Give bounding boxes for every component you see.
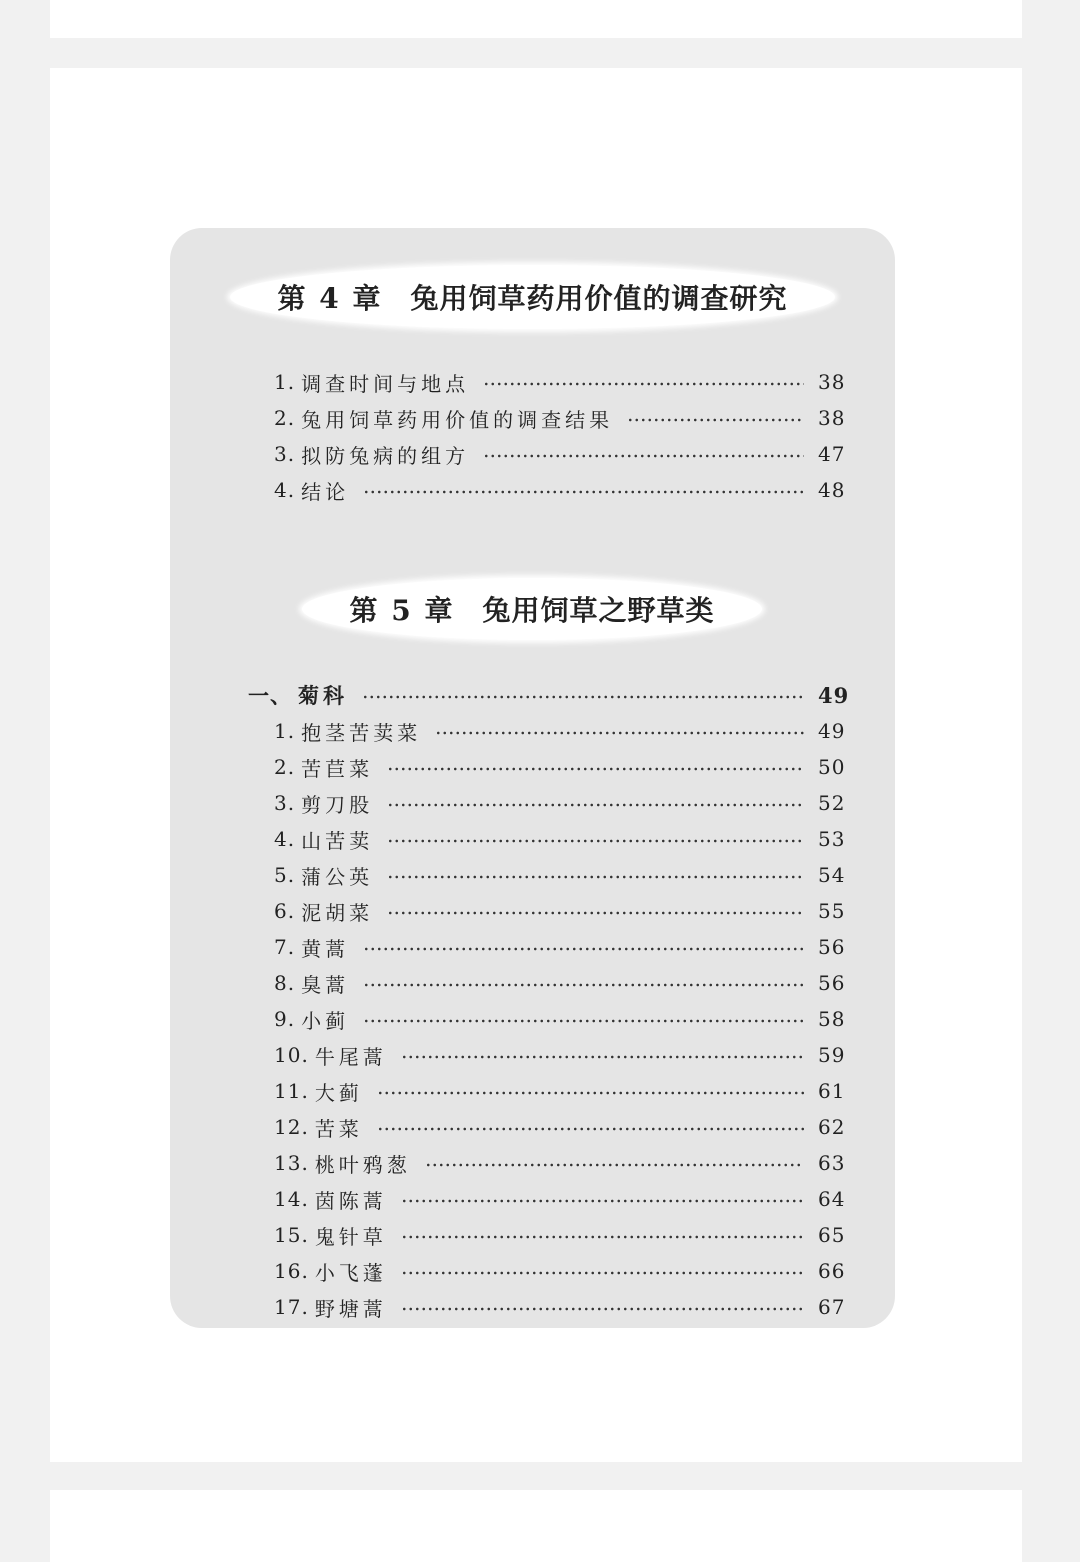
dot-leader — [387, 801, 804, 809]
toc-entry-page: 62 — [818, 1115, 846, 1139]
toc-entry-title: 臭蒿 — [301, 972, 350, 997]
dot-leader — [387, 765, 804, 773]
dot-leader — [401, 1269, 804, 1277]
dot-leader — [401, 1197, 804, 1205]
toc-entry-number: 4. — [274, 478, 296, 502]
toc-entry — [248, 713, 846, 749]
toc-entry-title: 鬼针草 — [314, 1224, 387, 1249]
dot-leader — [401, 1305, 804, 1313]
toc-entry-title: 小蓟 — [301, 1008, 350, 1033]
chapter-4-title: 兔用饲草药用价值的调查研究 — [410, 282, 788, 315]
toc-entry-title: 黄蒿 — [301, 936, 350, 961]
dot-leader — [387, 837, 804, 845]
toc-entry — [248, 1253, 846, 1289]
chapter-4-heading — [230, 265, 835, 329]
toc-entry-title: 苦菜 — [314, 1116, 363, 1141]
dot-leader — [627, 416, 804, 424]
toc-entry — [248, 1109, 846, 1145]
toc-entry — [248, 893, 846, 929]
toc-entry-title: 野塘蒿 — [314, 1296, 387, 1321]
toc-entry-page: 53 — [818, 827, 846, 851]
dot-leader — [363, 488, 804, 496]
chapter-4-label: 第 4 章 — [277, 282, 383, 315]
dot-leader — [401, 1053, 804, 1061]
toc-entry-title: 山苦荬 — [301, 828, 374, 853]
toc-entry-title: 调查时间与地点 — [301, 371, 470, 396]
toc-entry-title: 结论 — [301, 479, 350, 504]
toc-entry — [248, 1145, 846, 1181]
toc-entry-title: 苦苣菜 — [301, 756, 374, 781]
toc-entry — [248, 857, 846, 893]
dot-leader — [363, 1017, 804, 1025]
toc-entry — [248, 472, 846, 508]
chapter-5-label: 第 5 章 — [349, 594, 455, 627]
toc-entry-number: 7. — [274, 935, 296, 959]
toc-entry-number: 2. — [274, 755, 296, 779]
dot-leader — [377, 1125, 804, 1133]
toc-entry-title: 抱茎苦荬菜 — [301, 720, 422, 745]
toc-entry-number: 5. — [274, 863, 296, 887]
toc-entry-page: 47 — [818, 442, 846, 466]
dot-leader — [483, 452, 804, 460]
toc-entry-number: 15. — [274, 1223, 309, 1247]
toc-entry — [248, 1217, 846, 1253]
toc-entry-number: 6. — [274, 899, 296, 923]
toc-entry-title: 泥胡菜 — [301, 900, 374, 925]
toc-entry-title: 拟防兔病的组方 — [301, 443, 470, 468]
toc-entry — [248, 400, 846, 436]
toc-entry — [248, 785, 846, 821]
toc-entry-page: 63 — [818, 1151, 846, 1175]
toc-entry-number: 3. — [274, 442, 296, 466]
next-page-edge — [50, 1490, 1022, 1562]
toc-entry — [248, 364, 846, 400]
toc-entry-page: 38 — [818, 370, 846, 394]
dot-leader — [377, 1089, 804, 1097]
toc-entry-page: 55 — [818, 899, 846, 923]
toc-entry-number: 14. — [274, 1187, 309, 1211]
toc-entry-page: 56 — [818, 971, 846, 995]
toc-entry-number: 一、 — [248, 683, 292, 708]
toc-entry — [248, 1037, 846, 1073]
toc-entry-page: 50 — [818, 755, 846, 779]
toc-entry-number: 4. — [274, 827, 296, 851]
toc-entry-title: 小飞蓬 — [314, 1260, 387, 1285]
toc-entry-number: 1. — [274, 719, 296, 743]
toc-entry-number: 10. — [274, 1043, 309, 1067]
dot-leader — [363, 981, 804, 989]
toc-entry-number: 11. — [274, 1079, 309, 1103]
toc-entry-number: 2. — [274, 406, 296, 430]
toc-entry-page: 61 — [818, 1079, 846, 1103]
toc-entry — [248, 929, 846, 965]
toc-entry-title: 剪刀股 — [301, 792, 374, 817]
toc-entry — [248, 1073, 846, 1109]
toc-entry-title: 茵陈蒿 — [314, 1188, 387, 1213]
toc-entry-page: 64 — [818, 1187, 846, 1211]
toc-entry-page: 38 — [818, 406, 846, 430]
dot-leader — [483, 380, 804, 388]
dot-leader — [401, 1233, 804, 1241]
toc-entry-page: 48 — [818, 478, 846, 502]
toc-entry-number: 8. — [274, 971, 296, 995]
toc-entry-number: 3. — [274, 791, 296, 815]
dot-leader — [363, 945, 804, 953]
toc-entry-page: 54 — [818, 863, 846, 887]
chapter-4-toc-list — [248, 364, 846, 508]
toc-entry-page: 58 — [818, 1007, 846, 1031]
toc-entry-number: 16. — [274, 1259, 309, 1283]
toc-entry — [248, 749, 846, 785]
toc-entry-title: 蒲公英 — [301, 864, 374, 889]
toc-entry-page: 67 — [818, 1295, 846, 1319]
dot-leader — [387, 909, 804, 917]
toc-entry — [248, 1289, 846, 1325]
toc-entry-page: 65 — [818, 1223, 846, 1247]
toc-entry — [248, 1001, 846, 1037]
toc-entry-title: 菊科 — [298, 683, 348, 708]
toc-entry-title: 桃叶鸦葱 — [314, 1152, 411, 1177]
toc-entry-page: 59 — [818, 1043, 846, 1067]
toc-entry — [248, 965, 846, 1001]
dot-leader — [435, 729, 804, 737]
dot-leader — [425, 1161, 804, 1169]
toc-entry-title: 兔用饲草药用价值的调查结果 — [301, 407, 614, 432]
previous-page-edge — [50, 0, 1022, 38]
toc-entry-number: 13. — [274, 1151, 309, 1175]
chapter-5-title: 兔用饲草之野草类 — [482, 594, 715, 627]
toc-entry — [248, 436, 846, 472]
toc-entry-page: 56 — [818, 935, 846, 959]
toc-entry-page: 49 — [818, 682, 850, 708]
dot-leader — [387, 873, 804, 881]
toc-entry-title: 大蓟 — [314, 1080, 363, 1105]
toc-entry-title: 牛尾蒿 — [314, 1044, 387, 1069]
toc-entry-number: 9. — [274, 1007, 296, 1031]
toc-entry — [248, 1181, 846, 1217]
toc-entry-page: 66 — [818, 1259, 846, 1283]
toc-entry-number: 12. — [274, 1115, 309, 1139]
chapter-5-heading — [302, 578, 762, 640]
chapter-5-toc-list — [248, 677, 850, 1325]
toc-entry-number: 1. — [274, 370, 296, 394]
dot-leader — [362, 693, 804, 701]
toc-entry-page: 49 — [818, 719, 846, 743]
toc-entry — [248, 821, 846, 857]
toc-section-heading — [248, 677, 850, 713]
toc-entry-page: 52 — [818, 791, 846, 815]
toc-entry-number: 17. — [274, 1295, 309, 1319]
